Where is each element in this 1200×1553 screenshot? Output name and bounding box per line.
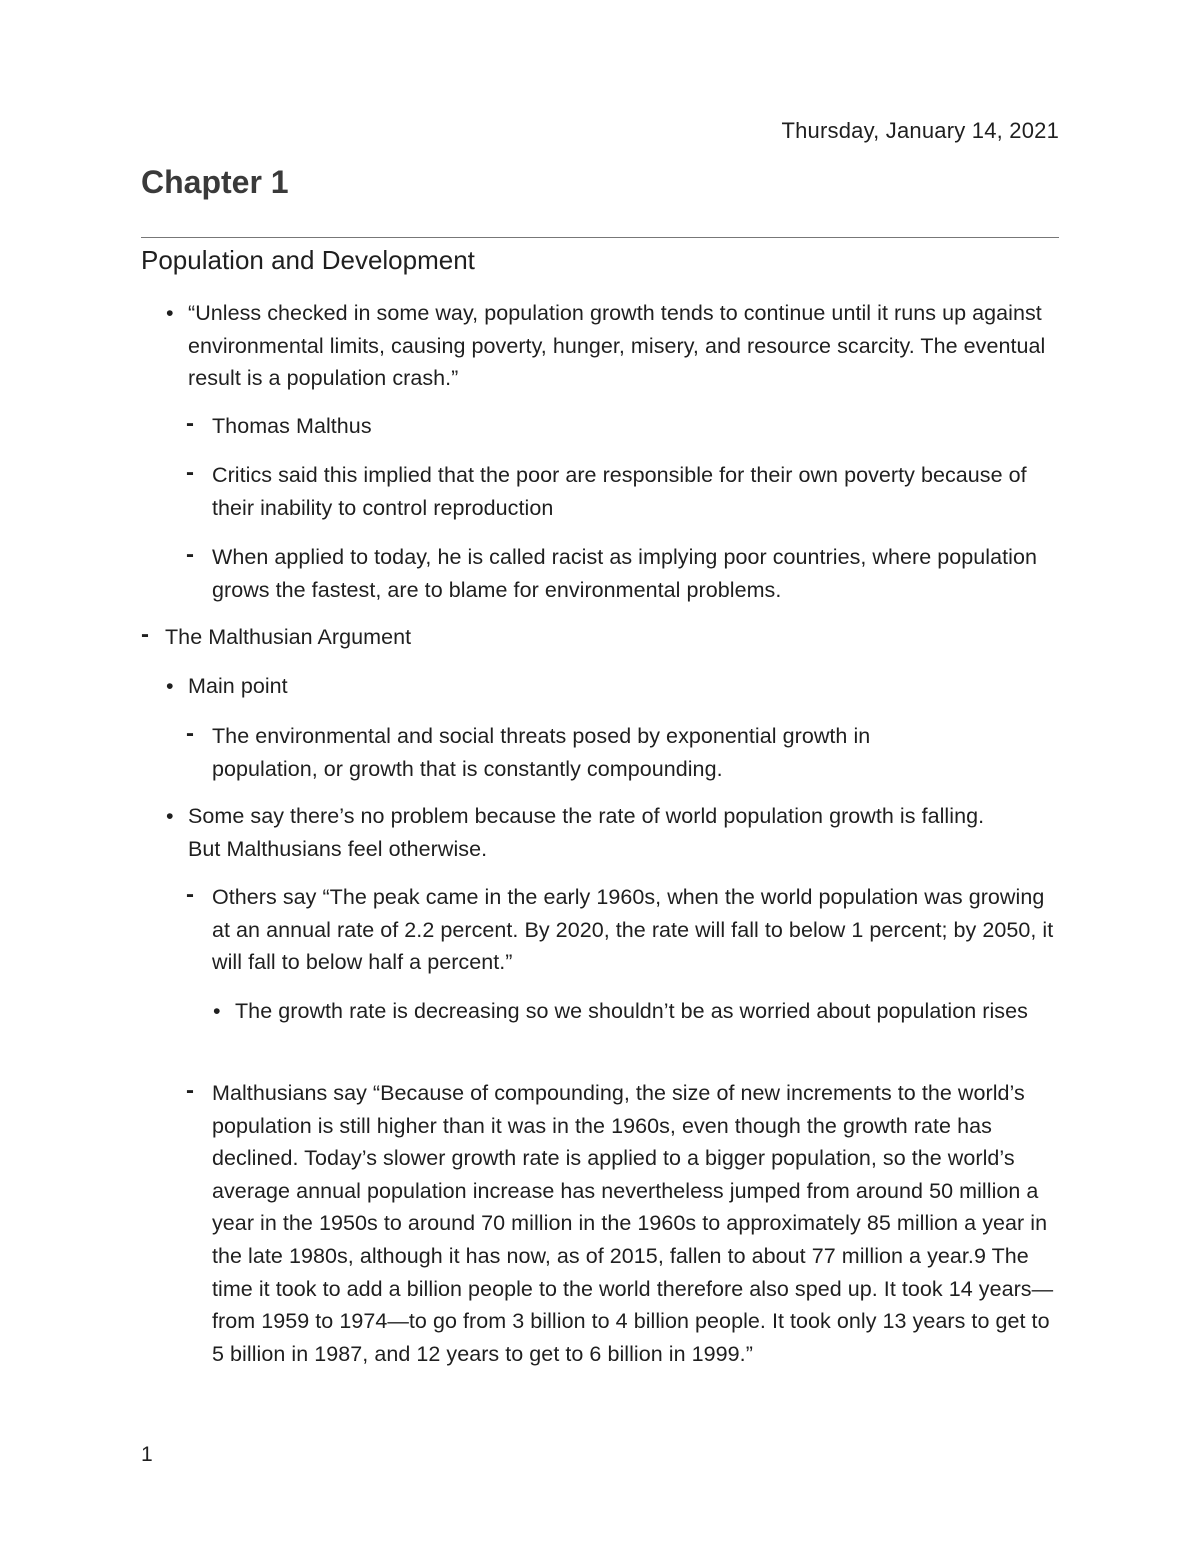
list-item: The environmental and social threats posed by exponential growth in population, or growth that is constantly compounding.	[212, 724, 871, 781]
list-item: “Unless checked in some way, population growth tends to continue until it runs up against environmental limits, causing poverty, hunger, misery, and resource scarcity. The eventual result is a population crash.”	[188, 301, 1046, 391]
bullet-marker: •	[213, 999, 221, 1023]
chapter-title: Chapter 1	[141, 164, 289, 200]
list-item: Critics said this implied that the poor are responsible for their own poverty because of their inability to control reproduction	[212, 463, 1027, 520]
list-item: The growth rate is decreasing so we shouldn’t be as worried about population rises	[235, 999, 1028, 1023]
list-item: Some say there’s no problem because the rate of world population growth is falling. But Malthusians feel otherwise.	[188, 804, 985, 861]
section-title: Population and Development	[141, 245, 475, 275]
list-item: Thomas Malthus	[212, 414, 372, 438]
list-item: The Malthusian Argument	[165, 625, 412, 649]
dash-marker: -	[186, 410, 194, 437]
bullet-marker: •	[166, 674, 174, 698]
dash-marker: -	[141, 621, 149, 648]
dash-marker: -	[186, 541, 194, 568]
list-item: When applied to today, he is called racist as implying poor countries, where population grows the fastest, are to blame for environmental problems.	[212, 545, 1037, 602]
dash-marker: -	[186, 1077, 194, 1104]
list-item: Others say “The peak came in the early 1960s, when the world population was growing at an annual rate of 2.2 percent. By 2020, the rate will fall to below 1 percent; by 2050, it will fall to below half a percent.”	[212, 885, 1054, 975]
dash-marker: -	[186, 720, 194, 747]
document-date: Thursday, January 14, 2021	[781, 118, 1059, 143]
list-item: Malthusians say “Because of compounding, the size of new increments to the world’s population is still higher than it was in the 1960s, even though the growth rate has declined. Today’s slower growth rate is applied to a bigger population, so the world’s average annual population increase has nevertheless jumped from around 50 million a year in the 1950s to around 70 million in the 1960s to approximately 85 million a year in the late 1980s, although it has now, as of 2015, fallen to about 77 million a year.9 The time it took to add a billion people to the world therefore also sped up. It took 14 years—from 1959 to 1974—to go from 3 billion to 4 billion people. It took only 13 years to get to 5 billion in 1987, and 12 years to get to 6 billion in 1999.”	[212, 1081, 1054, 1366]
page-number: 1	[141, 1443, 153, 1466]
dash-marker: -	[186, 459, 194, 486]
title-divider	[141, 237, 1059, 238]
list-item: Main point	[188, 674, 288, 698]
dash-marker: -	[186, 881, 194, 908]
bullet-marker: •	[166, 804, 174, 828]
bullet-marker: •	[166, 301, 174, 325]
